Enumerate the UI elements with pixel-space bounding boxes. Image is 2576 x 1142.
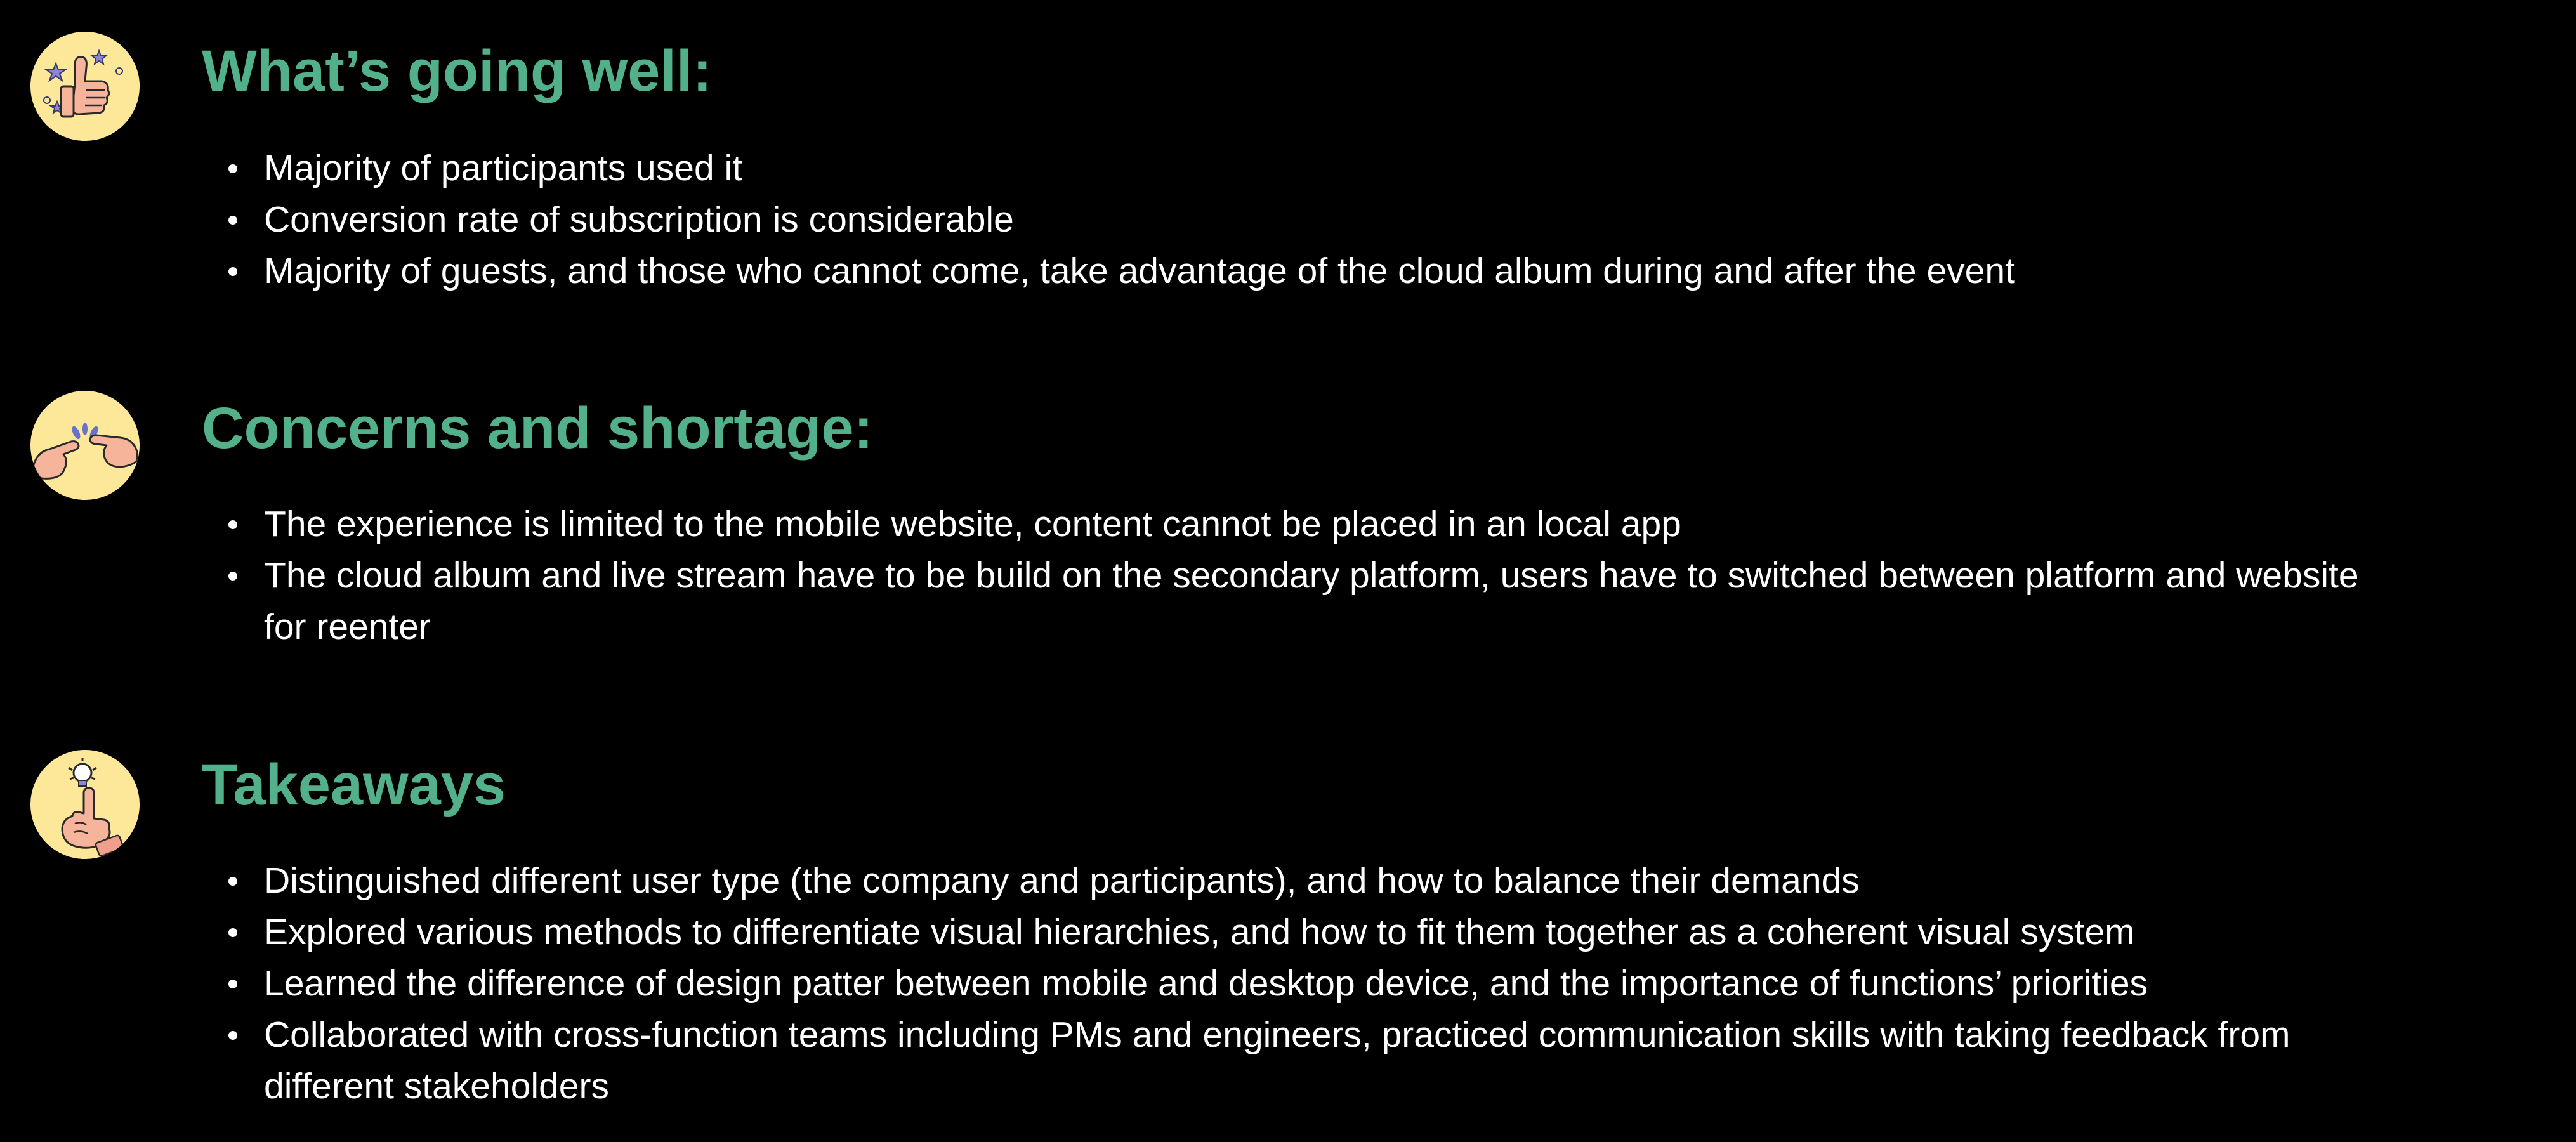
thumbs-up-icon (30, 32, 140, 141)
lightbulb-finger-icon (30, 750, 140, 859)
bullet-list (202, 143, 2397, 297)
bullet-list (202, 499, 2410, 653)
list-item: Distinguished different user type (the company and participants), and how to balance their demands (202, 855, 2410, 907)
section-heading: Takeaways (202, 752, 506, 817)
bullet-list (202, 855, 2410, 1112)
list-item: Majority of participants used it (202, 143, 2397, 194)
pointing-fingers-icon (30, 391, 140, 500)
list-item: Collaborated with cross-function teams including PMs and engineers, practiced communication skills with taking feedback from different stakeholders (202, 1009, 2410, 1112)
list-item: Learned the difference of design patter between mobile and desktop device, and the importance of functions’ priorities (202, 958, 2410, 1009)
list-item: Explored various methods to differentiate visual hierarchies, and how to fit them together as a coherent visual system (202, 907, 2410, 958)
list-item: The cloud album and live stream have to be build on the secondary platform, users have to switched between platform and website for reenter (202, 550, 2410, 653)
list-item: The experience is limited to the mobile website, content cannot be placed in an local app (202, 499, 2410, 550)
section-heading: Concerns and shortage: (202, 396, 874, 461)
list-item: Conversion rate of subscription is considerable (202, 194, 2397, 246)
section-heading: What’s going well: (202, 39, 713, 103)
list-item: Majority of guests, and those who cannot come, take advantage of the cloud album during and after the event (202, 246, 2397, 297)
